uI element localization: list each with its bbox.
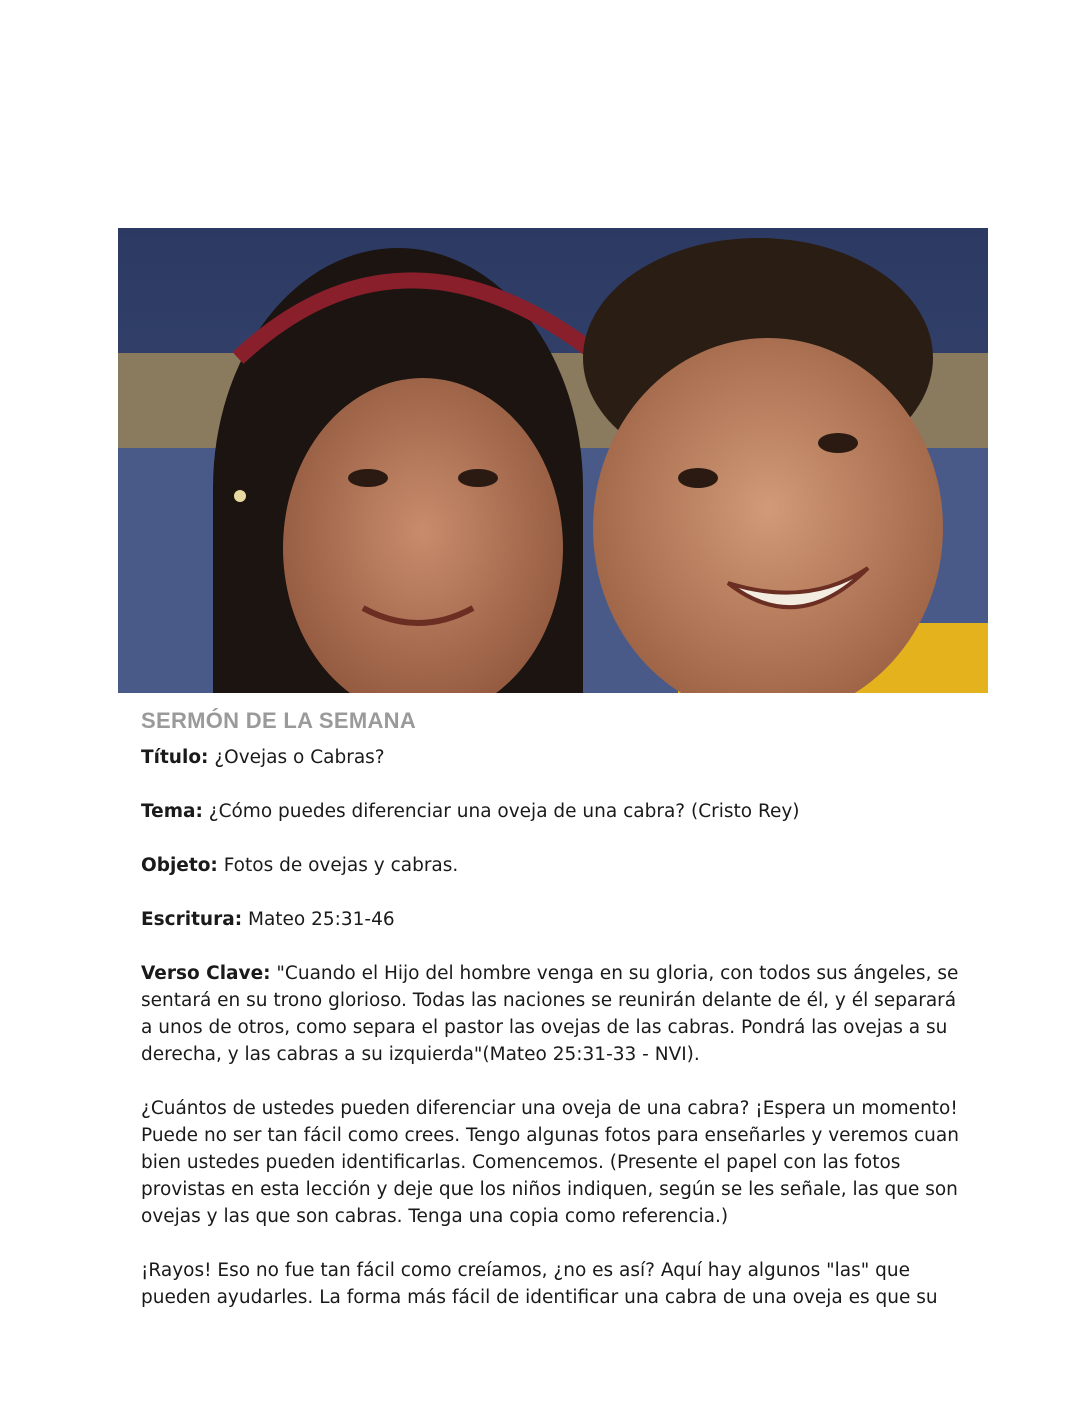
field-value: ¿Ovejas o Cabras? xyxy=(208,747,385,768)
field-tema xyxy=(141,798,971,825)
field-label: Tema: xyxy=(141,801,203,822)
field-value: Fotos de ovejas y cabras. xyxy=(217,855,459,876)
body-paragraph: ¿Cuántos de ustedes pueden diferenciar una oveja de una cabra? ¡Espera un momento! Puede no ser tan fácil como crees. Tengo algunas fotos para enseñarles y veremos cuan bien ustedes pueden identificarlas. Comencemos. (Presente el papel con las fotos provistas en esta lección y deje que los niños indiquen, según se les señale, las que son ovejas y las que son cabras. Tenga una copia como referencia.) xyxy=(141,1098,959,1227)
field-value: "Cuando el Hijo del hombre venga en su gloria, con todos sus ángeles, se sentará en su trono glorioso. Todas las naciones se reunirán delante de él, y él separará a unos de otros, como separa el pastor las ovejas de las cabras. Pondrá las ovejas a su derecha, y las cabras a su izquierda"(Mateo 25:31-33 - NVI). xyxy=(141,963,959,1065)
sermon-content xyxy=(141,744,971,1338)
field-label: Verso Clave: xyxy=(141,963,271,984)
field-objeto xyxy=(141,852,971,879)
children-photo xyxy=(118,228,988,693)
field-label: Título: xyxy=(141,747,209,768)
field-titulo xyxy=(141,744,971,771)
section-heading: SERMÓN DE LA SEMANA xyxy=(141,708,417,733)
field-verso-clave xyxy=(141,960,971,1068)
field-value: ¿Cómo puedes diferenciar una oveja de una cabra? (Cristo Rey) xyxy=(202,801,800,822)
children-photo-illustration xyxy=(118,228,988,693)
field-escritura xyxy=(141,906,971,933)
body-paragraph: ¡Rayos! Eso no fue tan fácil como creíamos, ¿no es así? Aquí hay algunos "las" que pueden ayudarles. La forma más fácil de identificar una cabra de una oveja es que su xyxy=(141,1260,938,1308)
field-label: Objeto: xyxy=(141,855,218,876)
field-label: Escritura: xyxy=(141,909,243,930)
field-value: Mateo 25:31-46 xyxy=(242,909,395,930)
